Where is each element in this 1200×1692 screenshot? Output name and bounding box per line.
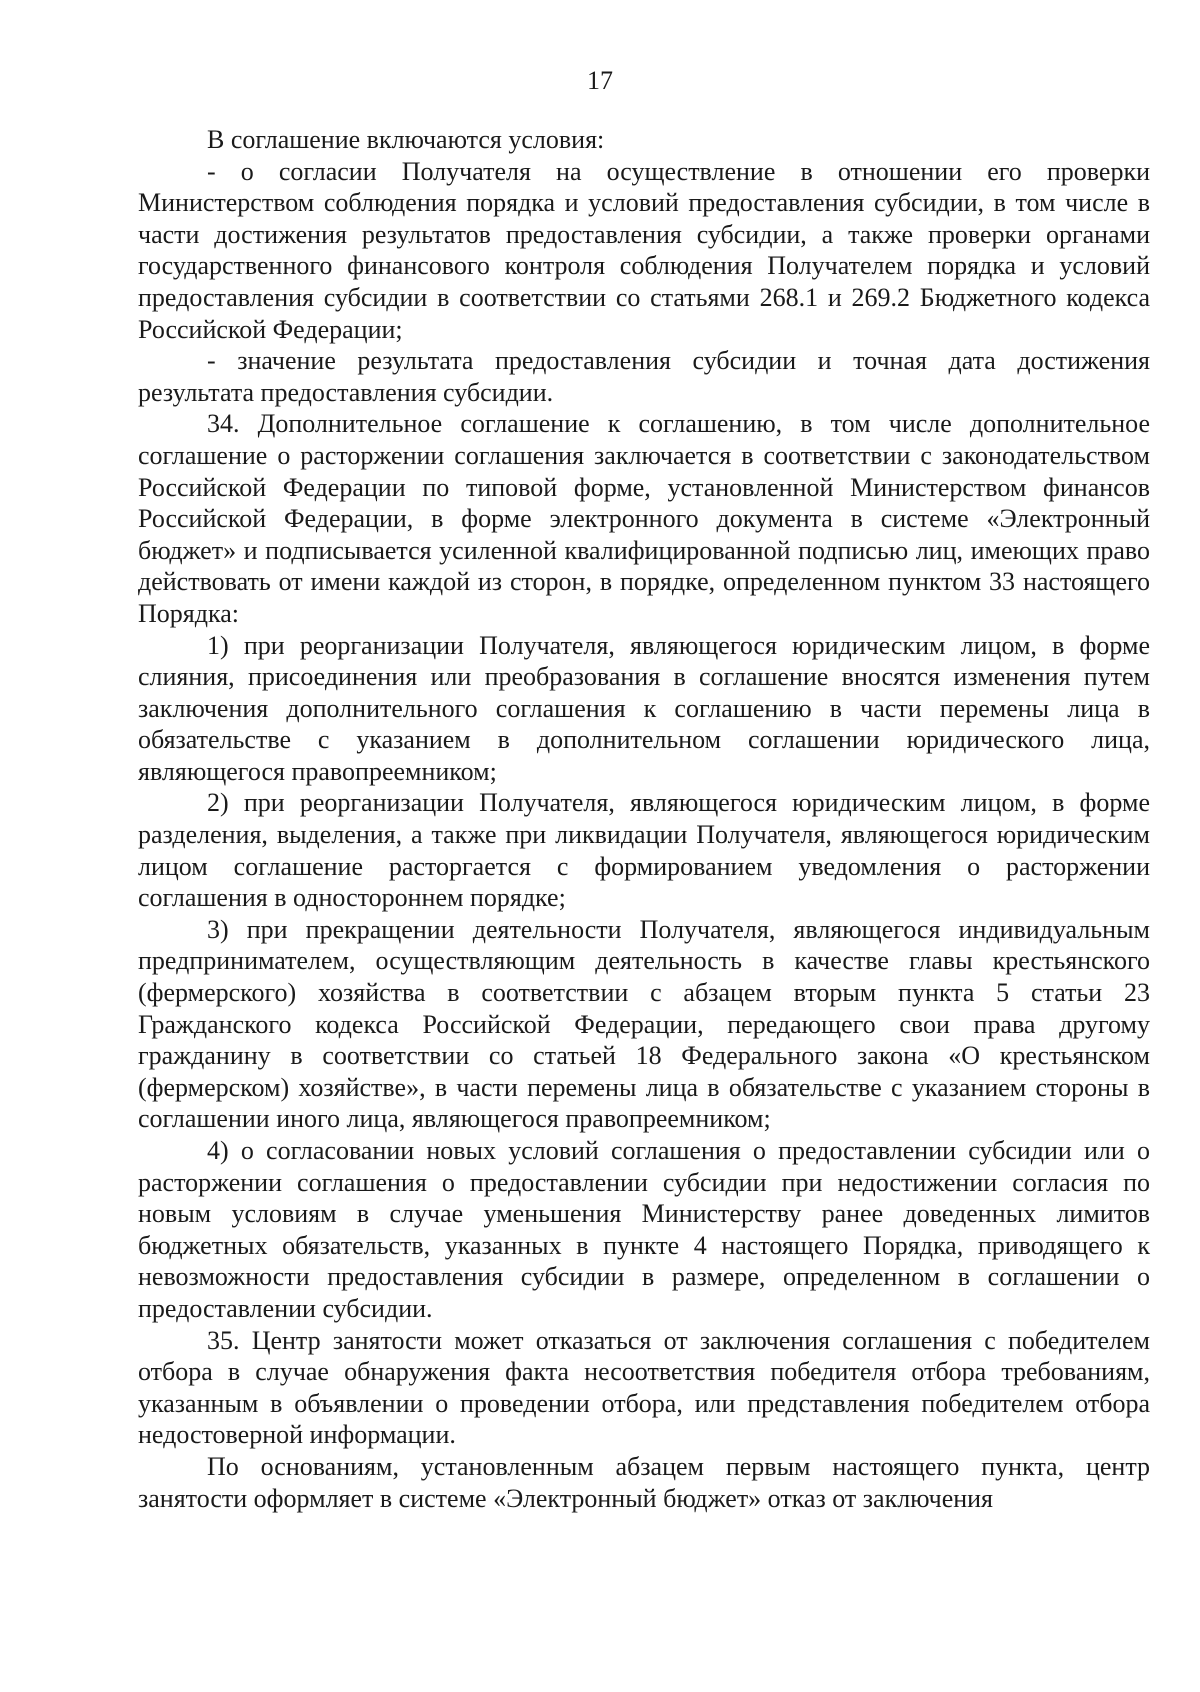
document-body (138, 124, 1150, 1514)
paragraph-condition-consent: - о согласии Получателя на осуществление в отношении его проверки Министерством соблюдения порядка и условий предоставления субсидии, в том числе в части достижения результатов предоставления субсидии, а также проверки органами государственного финансового контроля соблюдения Получателем порядка и условий предоставления субсидии в соответствии со статьями 268.1 и 269.2 Бюджетного кодекса Российской Федерации; (138, 156, 1150, 344)
paragraph-condition-result: - значение результата предоставления субсидии и точная дата достижения результата предоставления субсидии. (138, 346, 1150, 407)
paragraph-item-34: 34. Дополнительное соглашение к соглашению, в том числе дополнительное соглашение о расторжении соглашения заключается в соответствии с законодательством Российской Федерации по типовой форме, установленной Министерством финансов Российской Федерации, в форме электронного документа в системе «Электронный бюджет» и подписывается усиленной квалифицированной подписью лиц, имеющих право действовать от имени каждой из сторон, в порядке, определенном пунктом 33 настоящего Порядка: (138, 409, 1150, 628)
paragraph-34-sub-1: 1) при реорганизации Получателя, являющегося юридическим лицом, в форме слияния, присоединения или преобразования в соглашение вносятся изменения путем заключения дополнительного соглашения к соглашению в части перемены лица в обязательстве с указанием в дополнительном соглашении юридического лица, являющегося правопреемником; (138, 630, 1150, 786)
paragraph-34-sub-4: 4) о согласовании новых условий соглашения о предоставлении субсидии или о расторжении соглашения о предоставлении субсидии при недостижении согласия по новым условиям в случае уменьшения Министерству ранее доведенных лимитов бюджетных обязательств, указанных в пункте 4 настоящего Порядка, приводящего к невозможности предоставления субсидии в размере, определенном в соглашении о предоставлении субсидии. (138, 1136, 1150, 1323)
page-number: 17 (587, 66, 613, 95)
paragraph-34-sub-2: 2) при реорганизации Получателя, являющегося юридическим лицом, в форме разделения, выделения, а также при ликвидации Получателя, являющегося юридическим лицом соглашение расторгается с формированием уведомления о расторжении соглашения в одностороннем порядке; (138, 788, 1150, 913)
paragraph-intro: В соглашение включаются условия: (207, 125, 605, 154)
paragraph-34-sub-3: 3) при прекращении деятельности Получателя, являющегося индивидуальным предпринимателем, осуществляющим деятельность в качестве главы крестьянского (фермерского) хозяйства в соответствии с абзацем вторым пункта 5 статьи 23 Гражданского кодекса Российской Федерации, передающего свои права другому гражданину в соответствии со статьей 18 Федерального закона «О крестьянском (фермерском) хозяйстве», в части перемены лица в обязательстве с указанием стороны в соглашении иного лица, являющегося правопреемником; (138, 914, 1150, 1134)
paragraph-35-continuation: По основаниям, установленным абзацем первым настоящего пункта, центр занятости оформляет в системе «Электронный бюджет» отказ от заключения (138, 1451, 1150, 1513)
paragraph-item-35: 35. Центр занятости может отказаться от заключения соглашения с победителем отбора в случае обнаружения факта несоответствия победителя отбора требованиям, указанным в объявлении о проведении отбора, или представления победителем отбора недостоверной информации. (138, 1325, 1150, 1450)
